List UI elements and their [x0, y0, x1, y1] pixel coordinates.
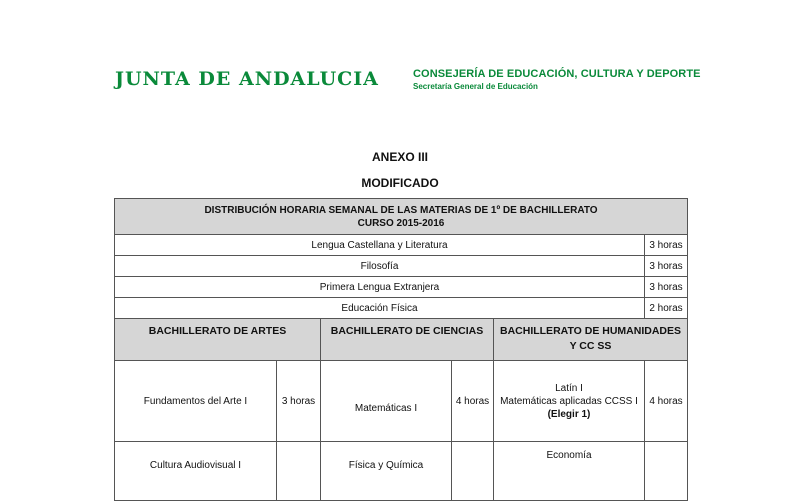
common-hours: 2 horas — [645, 298, 688, 319]
common-subject: Primera Lengua Extranjera — [115, 277, 645, 298]
artes-subject: Cultura Audiovisual I — [115, 442, 277, 501]
humanidades-subject — [494, 361, 645, 442]
branch-header-row — [115, 319, 688, 361]
branch-artes: BACHILLERATO DE ARTES — [115, 319, 321, 361]
hum-choose-note: (Elegir 1) — [547, 408, 591, 420]
table-title-line1: DISTRIBUCIÓN HORARIA SEMANAL DE LAS MATERIAS DE 1º DE BACHILLERATO — [204, 205, 598, 216]
branch-ciencias: BACHILLERATO DE CIENCIAS — [321, 319, 494, 361]
branch-humanidades: BACHILLERATO DE HUMANIDADES Y CC SS — [494, 319, 688, 361]
annex-title: ANEXO III — [371, 150, 428, 164]
table-title-row — [115, 199, 688, 235]
secretaria-subtitle: Secretaría General de Educación — [413, 82, 538, 91]
common-hours: 3 horas — [645, 256, 688, 277]
common-subject: Educación Física — [115, 298, 645, 319]
table-row — [115, 277, 688, 298]
table-row — [115, 256, 688, 277]
table-title-line2: CURSO 2015-2016 — [357, 218, 445, 229]
table-row — [115, 442, 688, 501]
common-subject: Lengua Castellana y Literatura — [115, 235, 645, 256]
table-row — [115, 235, 688, 256]
common-hours: 3 horas — [645, 277, 688, 298]
humanidades-hours — [645, 442, 688, 501]
ciencias-hours: 4 horas — [452, 361, 494, 442]
table-title — [115, 199, 688, 235]
table-row — [115, 298, 688, 319]
humanidades-subject: Economía — [494, 442, 645, 501]
annex-subtitle: MODIFICADO — [361, 176, 439, 190]
hum-subject-line1: Latín I — [555, 382, 583, 394]
junta-logo: JUNTA DE ANDALUCIA — [115, 68, 379, 90]
table-row — [115, 361, 688, 442]
consejeria-header — [413, 68, 701, 91]
schedule-table — [114, 198, 688, 501]
consejeria-title: CONSEJERÍA DE EDUCACIÓN, CULTURA Y DEPORTE — [413, 68, 701, 80]
ciencias-hours — [452, 442, 494, 501]
common-subject: Filosofía — [115, 256, 645, 277]
hum-subject-line2: Matemáticas aplicadas CCSS I — [500, 395, 638, 407]
ciencias-subject: Física y Química — [321, 442, 452, 501]
common-hours: 3 horas — [645, 235, 688, 256]
ciencias-subject: Matemáticas I — [321, 361, 452, 442]
humanidades-hours: 4 horas — [645, 361, 688, 442]
artes-hours: 3 horas — [277, 361, 321, 442]
artes-subject: Fundamentos del Arte I — [115, 361, 277, 442]
artes-hours — [277, 442, 321, 501]
